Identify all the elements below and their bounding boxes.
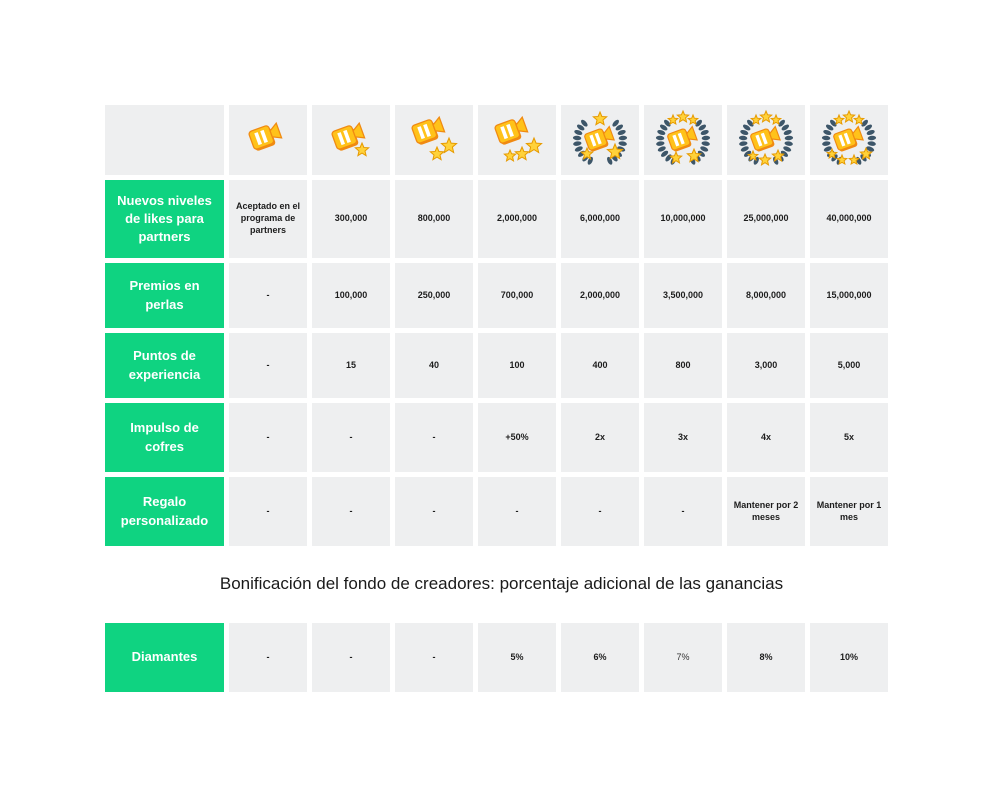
value-cell: -: [395, 477, 473, 546]
value-cell: 8,000,000: [727, 263, 805, 328]
tier-header: [561, 105, 639, 175]
value-cell: -: [229, 333, 307, 398]
tier-header: [229, 105, 307, 175]
tier-header: [312, 105, 390, 175]
value-cell: +50%: [478, 403, 556, 472]
value-cell: 15,000,000: [810, 263, 888, 328]
value-cell: 8%: [727, 623, 805, 692]
value-cell: 2x: [561, 403, 639, 472]
value-cell: 10,000,000: [644, 180, 722, 258]
value-cell: 2,000,000: [561, 263, 639, 328]
camera-wreath-icon-3-stars: [565, 108, 635, 172]
value-cell: 7%: [644, 623, 722, 692]
row-label-chest-boost: Impulso de cofres: [105, 403, 224, 472]
creator-fund-bonus-title: Bonificación del fondo de creadores: porcentaje adicional de las ganancias: [219, 574, 784, 593]
value-cell: -: [395, 623, 473, 692]
value-cell: 6,000,000: [561, 180, 639, 258]
value-cell: -: [478, 477, 556, 546]
value-cell: 2,000,000: [478, 180, 556, 258]
value-cell: 250,000: [395, 263, 473, 328]
camera-wreath-icon-5-stars: [648, 108, 718, 172]
camera-icon-1-star: [316, 108, 386, 172]
value-cell: -: [644, 477, 722, 546]
value-cell: -: [312, 403, 390, 472]
row-label-pearls: Premios en perlas: [105, 263, 224, 328]
value-cell: 3x: [644, 403, 722, 472]
camera-wreath-icon-7-stars: [814, 108, 884, 172]
value-cell: Mantener por 1 mes: [810, 477, 888, 546]
value-cell: 100,000: [312, 263, 390, 328]
row-label-xp: Puntos de experiencia: [105, 333, 224, 398]
row-label-likes: Nuevos niveles de likes para partners: [105, 180, 224, 258]
value-cell: Mantener por 2 meses: [727, 477, 805, 546]
value-cell: 800,000: [395, 180, 473, 258]
value-cell: 15: [312, 333, 390, 398]
value-cell: -: [312, 623, 390, 692]
tier-header: [395, 105, 473, 175]
row-label-diamonds: Diamantes: [105, 623, 224, 692]
value-cell: 5x: [810, 403, 888, 472]
tier-header: [644, 105, 722, 175]
camera-wreath-icon-6-stars: [731, 108, 801, 172]
value-cell: 10%: [810, 623, 888, 692]
row-label-custom-gift: Regalo personalizado: [105, 477, 224, 546]
value-cell: -: [312, 477, 390, 546]
value-cell: 3,000: [727, 333, 805, 398]
value-cell: -: [229, 623, 307, 692]
value-cell: -: [229, 263, 307, 328]
value-cell: 300,000: [312, 180, 390, 258]
value-cell: -: [561, 477, 639, 546]
header-corner-cell: [105, 105, 224, 175]
value-cell: 700,000: [478, 263, 556, 328]
camera-icon-2-stars: [399, 108, 469, 172]
value-cell: 5%: [478, 623, 556, 692]
diamonds-table: [105, 623, 888, 692]
value-cell: 40: [395, 333, 473, 398]
camera-icon-no-stars: [233, 108, 303, 172]
value-cell: -: [229, 477, 307, 546]
tier-header: [478, 105, 556, 175]
tier-header: [810, 105, 888, 175]
value-cell: 5,000: [810, 333, 888, 398]
tier-header: [727, 105, 805, 175]
partner-tiers-table: [105, 105, 888, 546]
value-cell: -: [229, 403, 307, 472]
value-cell: 3,500,000: [644, 263, 722, 328]
value-cell: Aceptado en el programa de partners: [229, 180, 307, 258]
value-cell: 100: [478, 333, 556, 398]
value-cell: 800: [644, 333, 722, 398]
value-cell: 400: [561, 333, 639, 398]
camera-icon-3-stars: [482, 108, 552, 172]
value-cell: 40,000,000: [810, 180, 888, 258]
value-cell: 25,000,000: [727, 180, 805, 258]
value-cell: 6%: [561, 623, 639, 692]
value-cell: 4x: [727, 403, 805, 472]
value-cell: -: [395, 403, 473, 472]
